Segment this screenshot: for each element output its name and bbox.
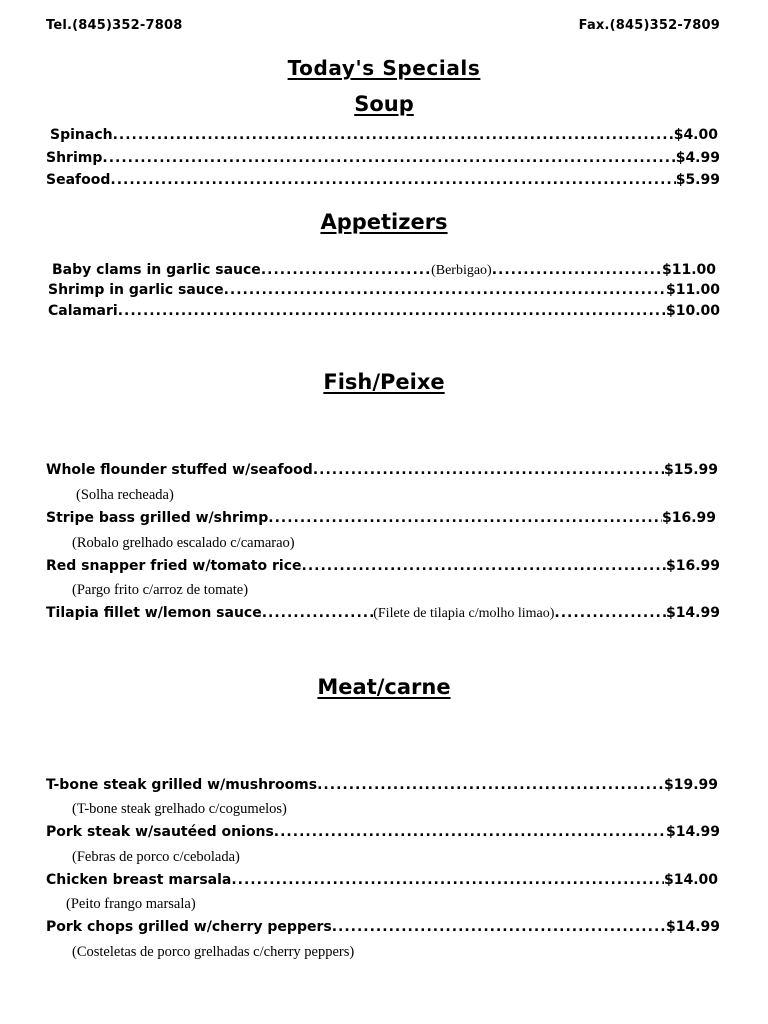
dot-leader	[302, 557, 666, 575]
item-translation: (Febras de porco c/cebolada)	[72, 849, 240, 865]
item-translation: (Costeletas de porco grelhadas c/cherry peppers)	[72, 944, 355, 960]
fax-number: Fax.(845)352-7809	[578, 18, 720, 33]
dot-leader	[224, 281, 666, 299]
item-price: $14.99	[665, 824, 720, 840]
menu-item-chicken-marsala	[46, 871, 718, 889]
item-price: $19.99	[663, 777, 718, 793]
item-price: $11.00	[665, 282, 720, 298]
item-price: $4.99	[675, 150, 720, 166]
item-name: Red snapper fried w/tomato rice	[46, 558, 302, 574]
dot-leader	[332, 918, 666, 936]
item-translation: (T-bone steak grelhado c/cogumelos)	[72, 801, 287, 817]
item-translation: (Robalo grelhado escalado c/camarao)	[72, 535, 295, 551]
section-heading-appetizers: Appetizers	[320, 210, 448, 234]
item-translation: (Pargo frito c/arroz de tomate)	[72, 582, 249, 598]
item-name: T-bone steak grilled w/mushrooms	[46, 777, 318, 793]
menu-item-spinach	[50, 126, 718, 144]
item-name: Spinach	[50, 127, 113, 143]
item-price: $11.00	[661, 262, 716, 278]
item-price: $5.99	[675, 172, 720, 188]
dot-leader	[262, 604, 374, 622]
item-name: Pork steak w/sautéed onions	[46, 824, 274, 840]
menu-item-tilapia	[46, 604, 720, 623]
section-heading-fish: Fish/Peixe	[323, 370, 445, 394]
dot-leader	[554, 604, 666, 622]
menu-item-shrimp-soup	[46, 149, 720, 167]
item-name: Shrimp in garlic sauce	[48, 282, 224, 298]
item-name: Stripe bass grilled w/shrimp	[46, 510, 269, 526]
item-translation: (Peito frango marsala)	[66, 896, 196, 912]
menu-item-calamari	[48, 302, 720, 320]
phone-number: Tel.(845)352-7808	[46, 18, 183, 33]
item-price: $14.99	[665, 605, 720, 621]
menu-item-flounder	[46, 461, 718, 479]
menu-item-stripe-bass	[46, 509, 716, 527]
menu-item-pork-steak	[46, 823, 720, 841]
dot-leader	[102, 149, 675, 167]
menu-item-shrimp-garlic	[48, 281, 720, 299]
dot-leader	[261, 261, 431, 279]
page-title: Today's Specials	[287, 56, 481, 80]
item-price: $16.99	[661, 510, 716, 526]
dot-leader	[492, 261, 662, 279]
menu-item-baby-clams	[52, 261, 716, 280]
item-name: Tilapia fillet w/lemon sauce	[46, 605, 262, 621]
dot-leader	[317, 776, 664, 794]
dot-leader	[110, 171, 675, 189]
item-note: (Berbigao)	[431, 263, 492, 278]
item-name: Pork chops grilled w/cherry peppers	[46, 919, 332, 935]
item-price: $4.00	[673, 127, 718, 143]
item-translation: (Solha recheada)	[76, 487, 174, 503]
menu-item-t-bone	[46, 776, 718, 794]
dot-leader	[231, 871, 664, 889]
item-price: $14.00	[663, 872, 718, 888]
item-name: Whole flounder stuffed w/seafood	[46, 462, 313, 478]
item-name: Chicken breast marsala	[46, 872, 232, 888]
dot-leader	[113, 126, 674, 144]
item-name: Calamari	[48, 303, 118, 319]
section-heading-meat: Meat/carne	[317, 675, 451, 699]
section-heading-soup: Soup	[354, 92, 414, 116]
item-price: $10.00	[665, 303, 720, 319]
menu-item-seafood	[46, 171, 720, 189]
item-name: Baby clams in garlic sauce	[52, 262, 261, 278]
dot-leader	[268, 509, 662, 527]
dot-leader	[118, 302, 666, 320]
menu-item-pork-chops	[46, 918, 720, 936]
item-name: Shrimp	[46, 150, 103, 166]
dot-leader	[274, 823, 666, 841]
item-price: $14.99	[665, 919, 720, 935]
item-price: $15.99	[663, 462, 718, 478]
dot-leader	[313, 461, 664, 479]
item-price: $16.99	[665, 558, 720, 574]
item-name: Seafood	[46, 172, 111, 188]
item-note: (Filete de tilapia c/molho limao)	[373, 606, 555, 621]
menu-item-red-snapper	[46, 557, 720, 575]
